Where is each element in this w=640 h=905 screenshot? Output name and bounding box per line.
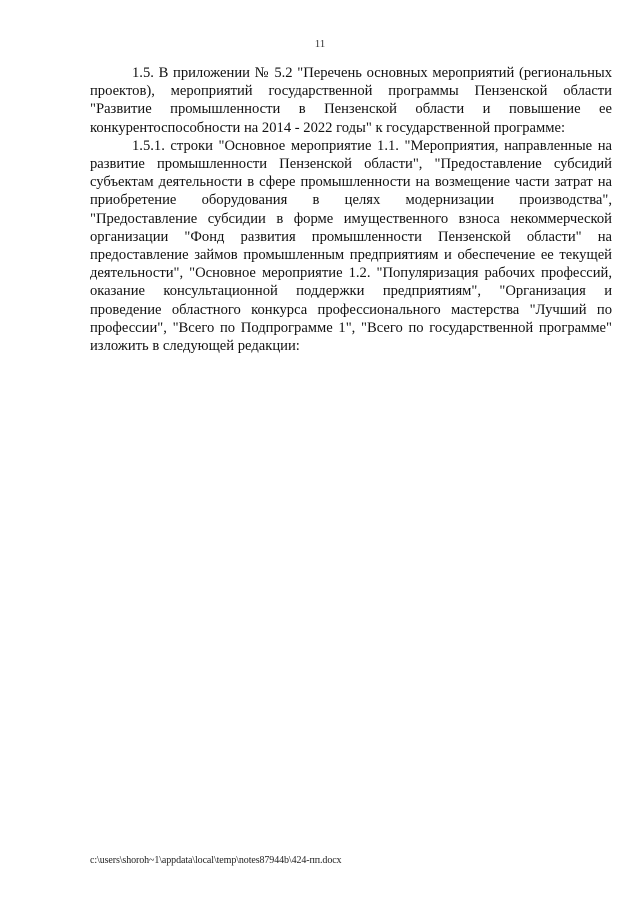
footer-file-path: c:\users\shoroh~1\appdata\local\temp\notes87944b\424-пп.docx (90, 855, 342, 866)
document-body (90, 64, 612, 355)
paragraph-1-5: 1.5. В приложении № 5.2 "Перечень основных мероприятий (региональных проектов), мероприятий государственной программы Пензенской области "Развитие промышленности в Пензенской области и повышение ее конкурентоспособности на 2014 - 2022 годы" к государственной программе: (90, 65, 612, 136)
paragraph-1-5-1: 1.5.1. строки "Основное мероприятие 1.1. "Мероприятия, направленные на развитие промышленности Пензенской области", "Предоставление субсидий субъектам деятельности в сфере промышленности на возмещение части затрат на приобретение оборудования в целях модернизации производства", "Предоставление субсидии в форме имущественного взноса некоммерческой организации "Фонд развития промышленности Пензенской области" на предоставление займов промышленным предприятиям и обеспечение ее текущей деятельности", "Основное мероприятие 1.2. "Популяризация рабочих профессий, оказание консультационной поддержки предприятиям", "Организация и проведение областного конкурса профессионального мастерства "Лучший по профессии", "Всего по Подпрограмме 1", "Всего по государственной программе" изложить в следующей редакции: (90, 137, 612, 355)
page-number: 11 (314, 38, 326, 50)
